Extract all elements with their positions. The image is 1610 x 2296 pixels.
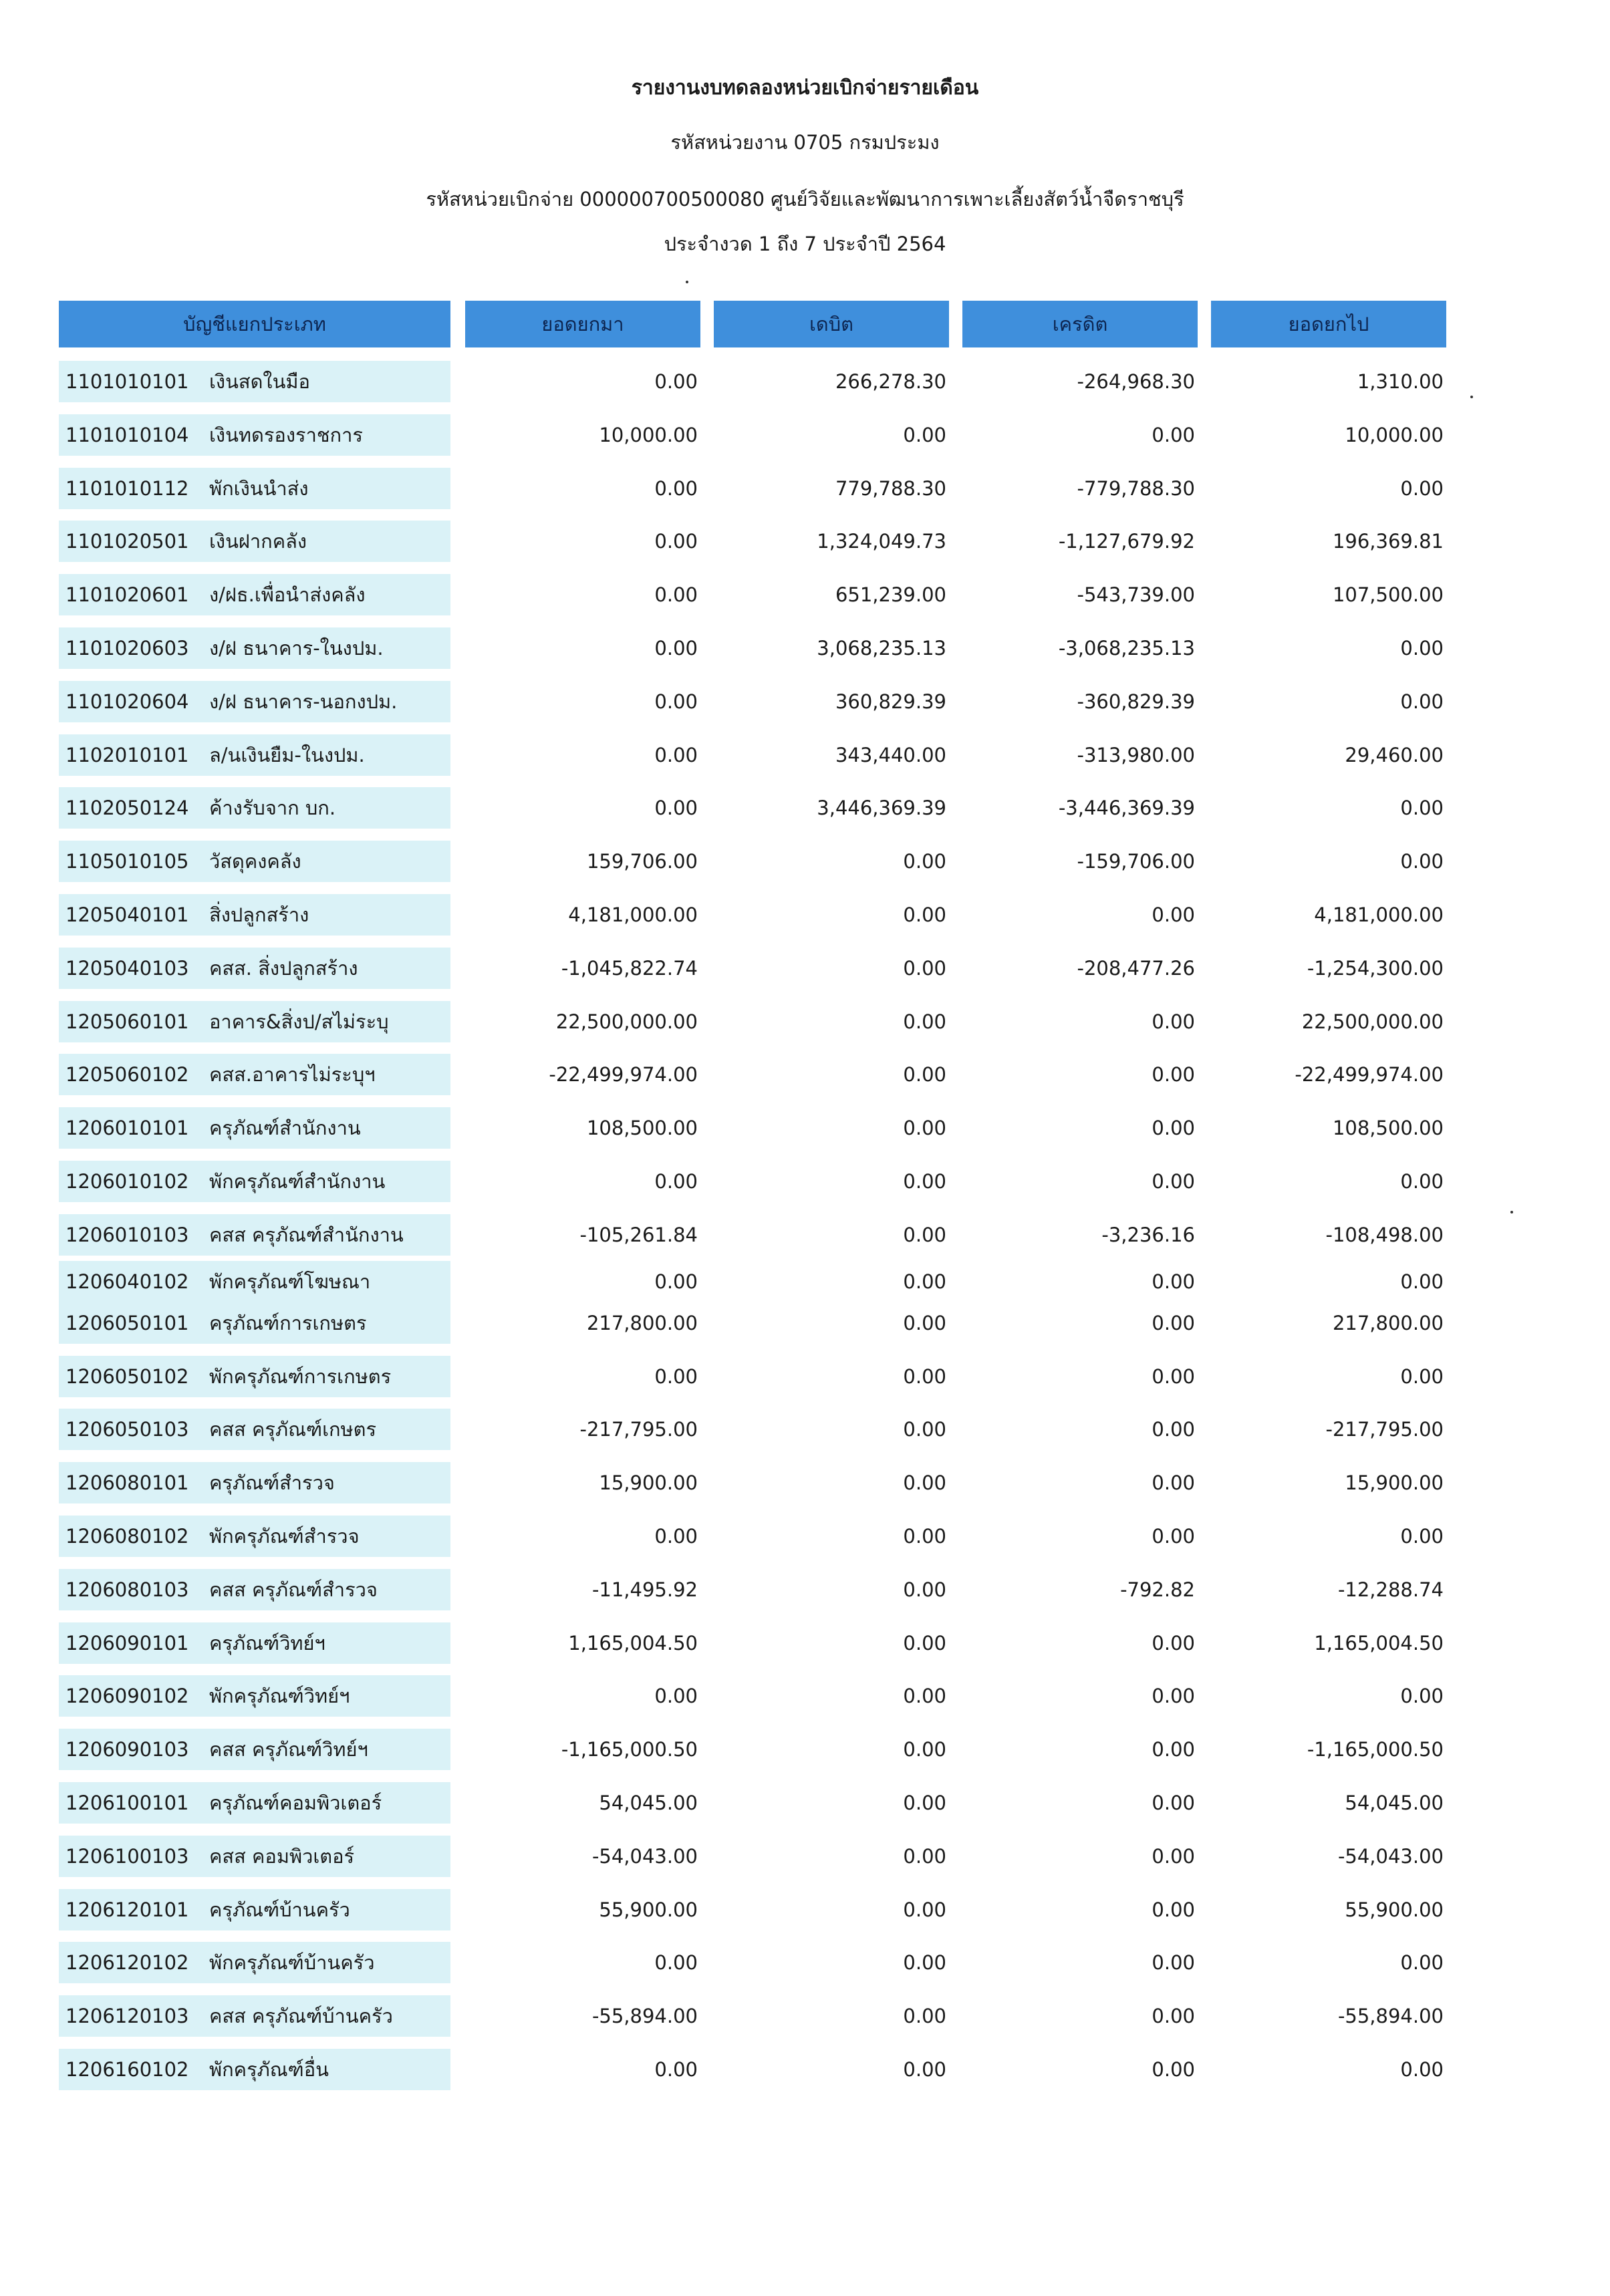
opening-balance: 0.00 [654, 1170, 698, 1193]
opening-balance: 15,900.00 [599, 1471, 698, 1495]
account-name: พักครุภัณฑ์บ้านครัว [209, 1951, 375, 1975]
account-code: 1206080102 [65, 1525, 189, 1548]
account-code: 1101020603 [65, 637, 189, 660]
period-line: ประจำงวด 1 ถึง 7 ประจำปี 2564 [664, 233, 946, 255]
account-code: 1101010104 [65, 423, 189, 446]
debit-amount: 360,829.39 [835, 690, 946, 713]
credit-amount: 0.00 [1152, 1471, 1195, 1495]
account-cell [59, 1942, 450, 1983]
account-cell [59, 1302, 450, 1344]
debit-amount: 0.00 [903, 2058, 946, 2081]
debit-amount: 266,278.30 [835, 370, 946, 393]
opening-balance: 0.00 [654, 1951, 698, 1975]
opening-balance: 0.00 [654, 1525, 698, 1548]
debit-amount: 0.00 [903, 1898, 946, 1921]
credit-amount: 0.00 [1152, 1010, 1195, 1033]
closing-balance: 55,900.00 [1345, 1898, 1444, 1921]
account-cell [59, 1516, 450, 1557]
credit-amount: 0.00 [1152, 903, 1195, 926]
account-code: 1206010103 [65, 1223, 189, 1246]
account-code: 1101020501 [65, 530, 189, 553]
closing-balance: -22,499,974.00 [1295, 1063, 1444, 1087]
scan-speck [1510, 1211, 1513, 1213]
account-code: 1206050102 [65, 1365, 189, 1388]
credit-amount: 0.00 [1152, 2005, 1195, 2028]
account-code: 1102010101 [65, 743, 189, 766]
account-name: พักครุภัณฑ์วิทย์ฯ [209, 1685, 350, 1708]
credit-amount: 0.00 [1152, 1270, 1195, 1293]
opening-balance: 10,000.00 [599, 423, 698, 446]
account-cell [59, 1261, 450, 1302]
account-code: 1102050124 [65, 797, 189, 820]
closing-balance: 10,000.00 [1345, 423, 1444, 446]
account-name: ครุภัณฑ์การเกษตร [209, 1311, 367, 1334]
account-name: คสส. สิ่งปลูกสร้าง [209, 956, 358, 980]
account-cell [59, 1836, 450, 1877]
opening-balance: -22,499,974.00 [549, 1063, 698, 1087]
closing-balance: 107,500.00 [1332, 583, 1444, 607]
opening-balance: 0.00 [654, 797, 698, 820]
account-cell [59, 734, 450, 776]
account-code: 1205060102 [65, 1063, 189, 1087]
debit-amount: 0.00 [903, 1063, 946, 1087]
closing-balance: 4,181,000.00 [1314, 903, 1444, 926]
opening-balance: 0.00 [654, 370, 698, 393]
account-code: 1206090102 [65, 1685, 189, 1708]
column-header-debit: เดบิต [714, 301, 949, 347]
account-name: เงินฝากคลัง [209, 530, 307, 553]
credit-amount: -779,788.30 [1077, 476, 1195, 500]
credit-amount: -360,829.39 [1077, 690, 1195, 713]
debit-amount: 0.00 [903, 1270, 946, 1293]
credit-amount: -208,477.26 [1077, 956, 1195, 980]
account-cell [59, 521, 450, 562]
report-title: รายงานงบทดลองหน่วยเบิกจ่ายรายเดือน [631, 76, 979, 100]
account-name: ล/นเงินยืม-ในงปม. [209, 743, 365, 766]
account-cell [59, 1161, 450, 1202]
closing-balance: -55,894.00 [1337, 2005, 1444, 2028]
closing-balance: 1,310.00 [1357, 370, 1444, 393]
debit-amount: 0.00 [903, 903, 946, 926]
account-cell [59, 1729, 450, 1770]
account-name: ค้างรับจาก บก. [209, 797, 336, 820]
closing-balance: 0.00 [1400, 1525, 1444, 1548]
opening-balance: 0.00 [654, 637, 698, 660]
opening-balance: 0.00 [654, 583, 698, 607]
debit-amount: 0.00 [903, 1631, 946, 1655]
closing-balance: 0.00 [1400, 1270, 1444, 1293]
opening-balance: 0.00 [654, 476, 698, 500]
opening-balance: -11,495.92 [591, 1578, 698, 1601]
closing-balance: -12,288.74 [1337, 1578, 1444, 1601]
account-code: 1205060101 [65, 1010, 189, 1033]
account-name: พักครุภัณฑ์สำนักงาน [209, 1170, 386, 1193]
debit-amount: 0.00 [903, 956, 946, 980]
opening-balance: 55,900.00 [599, 1898, 698, 1921]
opening-balance: 22,500,000.00 [555, 1010, 698, 1033]
debit-amount: 0.00 [903, 1170, 946, 1193]
account-code: 1105010105 [65, 850, 189, 873]
account-code: 1101020604 [65, 690, 189, 713]
account-name: ง/ฝธ.เพื่อนำส่งคลัง [209, 583, 366, 607]
account-cell [59, 1409, 450, 1450]
account-cell [59, 574, 450, 615]
closing-balance: -54,043.00 [1337, 1844, 1444, 1868]
opening-balance: -1,165,000.50 [561, 1738, 698, 1761]
opening-balance: 1,165,004.50 [568, 1631, 698, 1655]
opening-balance: 217,800.00 [586, 1311, 698, 1334]
closing-balance: -217,795.00 [1325, 1418, 1444, 1441]
opening-balance: 0.00 [654, 2058, 698, 2081]
opening-balance: 54,045.00 [599, 1791, 698, 1814]
credit-amount: -792.82 [1120, 1578, 1195, 1601]
account-name: ครุภัณฑ์สำรวจ [209, 1471, 335, 1495]
closing-balance: -108,498.00 [1325, 1223, 1444, 1246]
credit-amount: 0.00 [1152, 1117, 1195, 1140]
debit-amount: 0.00 [903, 1685, 946, 1708]
debit-amount: 0.00 [903, 1738, 946, 1761]
account-code: 1206080103 [65, 1578, 189, 1601]
debit-amount: 0.00 [903, 1471, 946, 1495]
account-cell [59, 841, 450, 882]
credit-amount: 0.00 [1152, 1951, 1195, 1975]
opening-balance: 0.00 [654, 1270, 698, 1293]
debit-amount: 0.00 [903, 1578, 946, 1601]
account-code: 1206100103 [65, 1844, 189, 1868]
credit-amount: -264,968.30 [1077, 370, 1195, 393]
account-cell [59, 1675, 450, 1717]
debit-amount: 0.00 [903, 1117, 946, 1140]
debit-amount: 3,068,235.13 [817, 637, 946, 660]
account-name: คสส ครุภัณฑ์บ้านครัว [209, 2005, 393, 2028]
column-header-account: บัญชีแยกประเภท [59, 301, 450, 347]
opening-balance: 0.00 [654, 530, 698, 553]
credit-amount: 0.00 [1152, 1311, 1195, 1334]
account-code: 1205040103 [65, 956, 189, 980]
credit-amount: 0.00 [1152, 1791, 1195, 1814]
credit-amount: -3,068,235.13 [1058, 637, 1195, 660]
opening-balance: -1,045,822.74 [561, 956, 698, 980]
closing-balance: 196,369.81 [1332, 530, 1444, 553]
account-code: 1206080101 [65, 1471, 189, 1495]
account-cell [59, 468, 450, 509]
opening-balance: 4,181,000.00 [568, 903, 698, 926]
agency-code-line: รหัสหน่วยงาน 0705 กรมประมง [670, 131, 940, 154]
account-cell [59, 361, 450, 402]
credit-amount: 0.00 [1152, 1898, 1195, 1921]
account-cell [59, 1782, 450, 1824]
opening-balance: 0.00 [654, 690, 698, 713]
account-cell [59, 1622, 450, 1664]
account-code: 1206010102 [65, 1170, 189, 1193]
account-cell [59, 787, 450, 829]
account-name: ครุภัณฑ์บ้านครัว [209, 1898, 350, 1921]
account-cell [59, 894, 450, 936]
account-name: พักครุภัณฑ์สำรวจ [209, 1525, 360, 1548]
closing-balance: 0.00 [1400, 2058, 1444, 2081]
debit-amount: 0.00 [903, 1791, 946, 1814]
credit-amount: -543,739.00 [1077, 583, 1195, 607]
account-code: 1101010101 [65, 370, 189, 393]
account-cell [59, 1569, 450, 1610]
debit-amount: 0.00 [903, 1418, 946, 1441]
debit-amount: 3,446,369.39 [817, 797, 946, 820]
debit-amount: 0.00 [903, 1010, 946, 1033]
closing-balance: 0.00 [1400, 1170, 1444, 1193]
credit-amount: 0.00 [1152, 1365, 1195, 1388]
debit-amount: 0.00 [903, 1951, 946, 1975]
opening-balance: -54,043.00 [591, 1844, 698, 1868]
account-code: 1206120103 [65, 2005, 189, 2028]
opening-balance: 108,500.00 [586, 1117, 698, 1140]
credit-amount: -313,980.00 [1077, 743, 1195, 766]
account-name: คสส ครุภัณฑ์เกษตร [209, 1418, 377, 1441]
credit-amount: 0.00 [1152, 1685, 1195, 1708]
account-cell [59, 1001, 450, 1042]
column-header-closing: ยอดยกไป [1211, 301, 1446, 347]
closing-balance: 54,045.00 [1345, 1791, 1444, 1814]
credit-amount: 0.00 [1152, 1844, 1195, 1868]
account-name: เงินสดในมือ [209, 370, 310, 393]
credit-amount: 0.00 [1152, 2058, 1195, 2081]
account-name: พักครุภัณฑ์โฆษณา [209, 1270, 371, 1293]
debit-amount: 0.00 [903, 1223, 946, 1246]
closing-balance: -1,165,000.50 [1307, 1738, 1444, 1761]
account-name: ครุภัณฑ์สำนักงาน [209, 1117, 361, 1140]
account-name: พักครุภัณฑ์อื่น [209, 2058, 329, 2081]
credit-amount: -1,127,679.92 [1058, 530, 1195, 553]
credit-amount: 0.00 [1152, 1170, 1195, 1193]
account-name: สิ่งปลูกสร้าง [209, 903, 309, 926]
debit-amount: 779,788.30 [835, 476, 946, 500]
account-cell [59, 627, 450, 669]
closing-balance: 0.00 [1400, 1685, 1444, 1708]
account-code: 1205040101 [65, 903, 189, 926]
account-name: คสส ครุภัณฑ์สำนักงาน [209, 1223, 404, 1246]
closing-balance: 15,900.00 [1345, 1471, 1444, 1495]
disbursing-unit-line: รหัสหน่วยเบิกจ่าย 000000700500080 ศูนย์วิจัยและพัฒนาการเพาะเลี้ยงสัตว์น้ำจืดราชบุรี [426, 188, 1184, 210]
account-cell [59, 1995, 450, 2037]
account-name: ง/ฝ ธนาคาร-นอกงปม. [209, 690, 398, 713]
account-code: 1206120102 [65, 1951, 189, 1975]
account-cell [59, 681, 450, 722]
debit-amount: 343,440.00 [835, 743, 946, 766]
credit-amount: 0.00 [1152, 423, 1195, 446]
closing-balance: 0.00 [1400, 850, 1444, 873]
account-cell [59, 1356, 450, 1397]
credit-amount: -3,236.16 [1101, 1223, 1195, 1246]
account-code: 1206090101 [65, 1631, 189, 1655]
scan-speck [1470, 396, 1473, 398]
account-code: 1206120101 [65, 1898, 189, 1921]
account-cell [59, 414, 450, 456]
credit-amount: -3,446,369.39 [1058, 797, 1195, 820]
account-code: 1206050101 [65, 1311, 189, 1334]
debit-amount: 0.00 [903, 1844, 946, 1868]
opening-balance: 0.00 [654, 1365, 698, 1388]
debit-amount: 1,324,049.73 [817, 530, 946, 553]
closing-balance: 0.00 [1400, 637, 1444, 660]
column-header-credit: เครดิต [962, 301, 1198, 347]
closing-balance: 1,165,004.50 [1314, 1631, 1444, 1655]
closing-balance: 0.00 [1400, 690, 1444, 713]
closing-balance: 29,460.00 [1345, 743, 1444, 766]
account-code: 1206160102 [65, 2058, 189, 2081]
account-name: ครุภัณฑ์วิทย์ฯ [209, 1631, 325, 1655]
debit-amount: 0.00 [903, 2005, 946, 2028]
account-name: คสส ครุภัณฑ์วิทย์ฯ [209, 1738, 368, 1761]
closing-balance: 0.00 [1400, 797, 1444, 820]
account-cell [59, 948, 450, 989]
closing-balance: 108,500.00 [1332, 1117, 1444, 1140]
account-cell [59, 2049, 450, 2090]
closing-balance: -1,254,300.00 [1307, 956, 1444, 980]
account-name: วัสดุคงคลัง [209, 850, 301, 873]
account-name: คสส คอมพิวเตอร์ [209, 1844, 355, 1868]
account-name: ครุภัณฑ์คอมพิวเตอร์ [209, 1791, 382, 1814]
account-code: 1101020601 [65, 583, 189, 607]
account-name: อาคาร&สิ่งป/สไม่ระบุ [209, 1010, 389, 1033]
account-name: คสส.อาคารไม่ระบุฯ [209, 1063, 376, 1087]
account-code: 1206090103 [65, 1738, 189, 1761]
account-name: พักครุภัณฑ์การเกษตร [209, 1365, 392, 1388]
credit-amount: -159,706.00 [1077, 850, 1195, 873]
account-cell [59, 1107, 450, 1149]
opening-balance: -217,795.00 [579, 1418, 698, 1441]
account-name: ง/ฝ ธนาคาร-ในงปม. [209, 637, 384, 660]
closing-balance: 0.00 [1400, 1365, 1444, 1388]
account-cell [59, 1054, 450, 1095]
account-cell [59, 1889, 450, 1930]
debit-amount: 0.00 [903, 850, 946, 873]
closing-balance: 217,800.00 [1332, 1311, 1444, 1334]
closing-balance: 0.00 [1400, 1951, 1444, 1975]
account-name: เงินทดรองราชการ [209, 423, 363, 446]
account-code: 1206100101 [65, 1791, 189, 1814]
opening-balance: 0.00 [654, 1685, 698, 1708]
opening-balance: 159,706.00 [586, 850, 698, 873]
debit-amount: 651,239.00 [835, 583, 946, 607]
debit-amount: 0.00 [903, 1311, 946, 1334]
scan-speck [686, 281, 688, 283]
credit-amount: 0.00 [1152, 1631, 1195, 1655]
account-name: คสส ครุภัณฑ์สำรวจ [209, 1578, 378, 1601]
credit-amount: 0.00 [1152, 1418, 1195, 1441]
account-name: พักเงินนำส่ง [209, 476, 309, 500]
credit-amount: 0.00 [1152, 1738, 1195, 1761]
credit-amount: 0.00 [1152, 1525, 1195, 1548]
closing-balance: 0.00 [1400, 476, 1444, 500]
debit-amount: 0.00 [903, 1525, 946, 1548]
closing-balance: 22,500,000.00 [1301, 1010, 1444, 1033]
account-code: 1206010101 [65, 1117, 189, 1140]
account-cell [59, 1462, 450, 1503]
opening-balance: -55,894.00 [591, 2005, 698, 2028]
account-code: 1206040102 [65, 1270, 189, 1293]
account-cell [59, 1214, 450, 1256]
account-code: 1101010112 [65, 476, 189, 500]
opening-balance: 0.00 [654, 743, 698, 766]
account-code: 1206050103 [65, 1418, 189, 1441]
debit-amount: 0.00 [903, 1365, 946, 1388]
credit-amount: 0.00 [1152, 1063, 1195, 1087]
column-header-opening: ยอดยกมา [465, 301, 700, 347]
debit-amount: 0.00 [903, 423, 946, 446]
opening-balance: -105,261.84 [579, 1223, 698, 1246]
